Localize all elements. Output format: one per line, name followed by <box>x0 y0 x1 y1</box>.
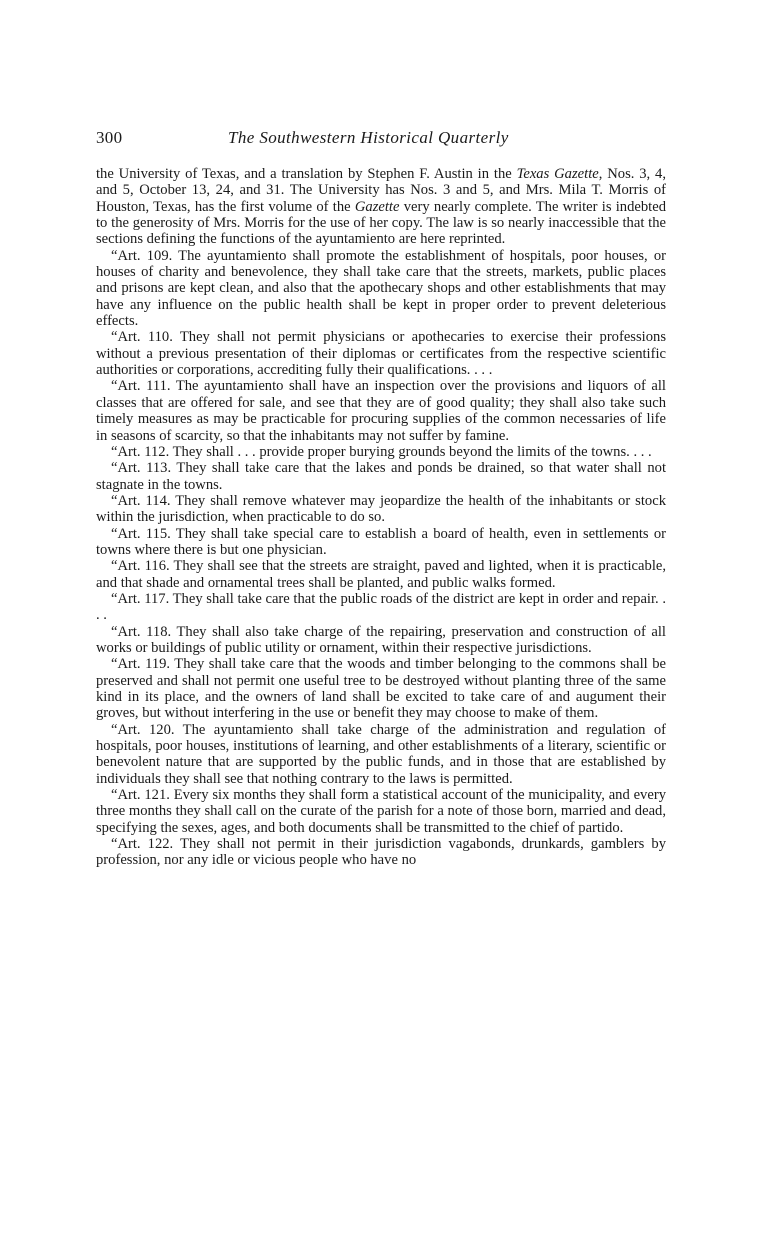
running-head <box>96 128 666 158</box>
paragraph-text: “Art. 120. The ayuntamiento shall take charge of the administration and regulation of hospitals, poor houses, institutions of learning, and other establishments of a literary, scientific or benevolent nature that are supported by the public funds, and in those that are established by individuals they shall see that nothing contrary to the laws is permitted. <box>96 721 666 787</box>
paragraph-text: “Art. 114. They shall remove whatever may jeopardize the health of the inhabitants or stock within the jurisdiction, when practicable to do so. <box>96 492 666 526</box>
paragraph-art-116 <box>96 558 666 591</box>
paragraph-text: “Art. 111. The ayuntamiento shall have an inspection over the provisions and liquors of all classes that are offered for sale, and see that they are of good quality; they shall also take such timely measures as may be practicable for procuring supplies of the common necessaries of life in seasons of scarcity, so that the inhabitants may not suffer by famine. <box>96 378 666 444</box>
paragraph-art-122 <box>96 836 666 869</box>
paragraph-art-117 <box>96 591 666 624</box>
paragraph-art-109 <box>96 248 666 330</box>
paragraph-art-115 <box>96 526 666 559</box>
paragraph-art-112 <box>96 444 666 460</box>
paragraph-text: “Art. 121. Every six months they shall form a statistical account of the municipality, and every three months they shall call on the curate of the parish for a note of those born, married and dead, specifying the sexes, ages, and both documents shall be transmitted to the chief of partido. <box>96 787 666 836</box>
paragraph-text: “Art. 118. They shall also take charge of the repairing, preservation and construction of all works or buildings of public utility or ornament, within their respective jurisdictions. <box>96 623 666 656</box>
paragraph-art-111 <box>96 378 666 443</box>
body-text <box>96 166 666 869</box>
paragraph-intro <box>96 166 666 248</box>
paragraph-art-113 <box>96 460 666 493</box>
paragraph-art-118 <box>96 624 666 657</box>
paragraph-art-110 <box>96 329 666 378</box>
paragraph-art-119 <box>96 656 666 721</box>
paragraph-text: “Art. 113. They shall take care that the lakes and ponds be drained, so that water shall not stagnate in the towns. <box>96 460 666 493</box>
paragraph-text: “Art. 112. They shall . . . provide proper burying grounds beyond the limits of the towns. . . . <box>111 443 652 460</box>
italic-title: Texas Gazette <box>516 166 599 182</box>
paragraph-text: “Art. 117. They shall take care that the public roads of the district are kept in order and repair. . . . <box>96 590 666 624</box>
paragraph-text: “Art. 122. They shall not permit in their jurisdiction vagabonds, drunkards, gamblers by profession, nor any idle or vicious people who have no <box>96 836 666 869</box>
paragraph-art-114 <box>96 493 666 526</box>
paragraph-art-121 <box>96 787 666 836</box>
paragraph-text: “Art. 119. They shall take care that the woods and timber belonging to the commons shall be preserved and shall not permit one useful tree to be destroyed without planting three of the same kind in its place, and the owners of land shall be excited to take care of and augument their groves, but without interfering in the use or benefit they may choose to make of them. <box>96 656 666 722</box>
journal-title: The Southwestern Historical Quarterly <box>228 128 509 147</box>
paragraph-text: “Art. 109. The ayuntamiento shall promote the establishment of hospitals, poor houses, or houses of charity and benevolence, they shall take care that the streets, markets, public places and prisons are kept clean, and also that the apothecary shops and other establishments that may have any influence on the public health shall be kept in proper order to prevent deleterious effects. <box>96 247 666 330</box>
paragraph-text: very nearly complete. The writer is indebted to the generosity of Mrs. Morris for the use of her copy. The law is so nearly inaccessible that the sections defining the functions of the ayuntamiento are here reprinted. <box>96 198 667 248</box>
paragraph-art-120 <box>96 722 666 787</box>
paragraph-text: “Art. 110. They shall not permit physicians or apothecaries to exercise their professions without a previous presentation of their diplomas or certificates from the respective scientific authorities or corporations, accrediting fully their qualifications. . . . <box>96 329 666 379</box>
page-number: 300 <box>96 128 123 147</box>
paragraph-text: “Art. 116. They shall see that the streets are straight, paved and lighted, when it is practicable, and that shade and ornamental trees shall be planted, and public walks formed. <box>96 558 666 591</box>
paragraph-text: , Nos. 3, 4, and 5, October 13, 24, and 31. The University has Nos. 3 and 5, and Mrs. Mila T. Morris of Houston, Texas, has the first volume of the <box>96 166 667 215</box>
document-page <box>96 128 666 869</box>
italic-title: Gazette <box>354 198 400 215</box>
paragraph-text: “Art. 115. They shall take special care to establish a board of health, even in settlements or towns where there is but one physician. <box>96 525 666 558</box>
paragraph-text: the University of Texas, and a translation by Stephen F. Austin in the <box>96 166 517 182</box>
